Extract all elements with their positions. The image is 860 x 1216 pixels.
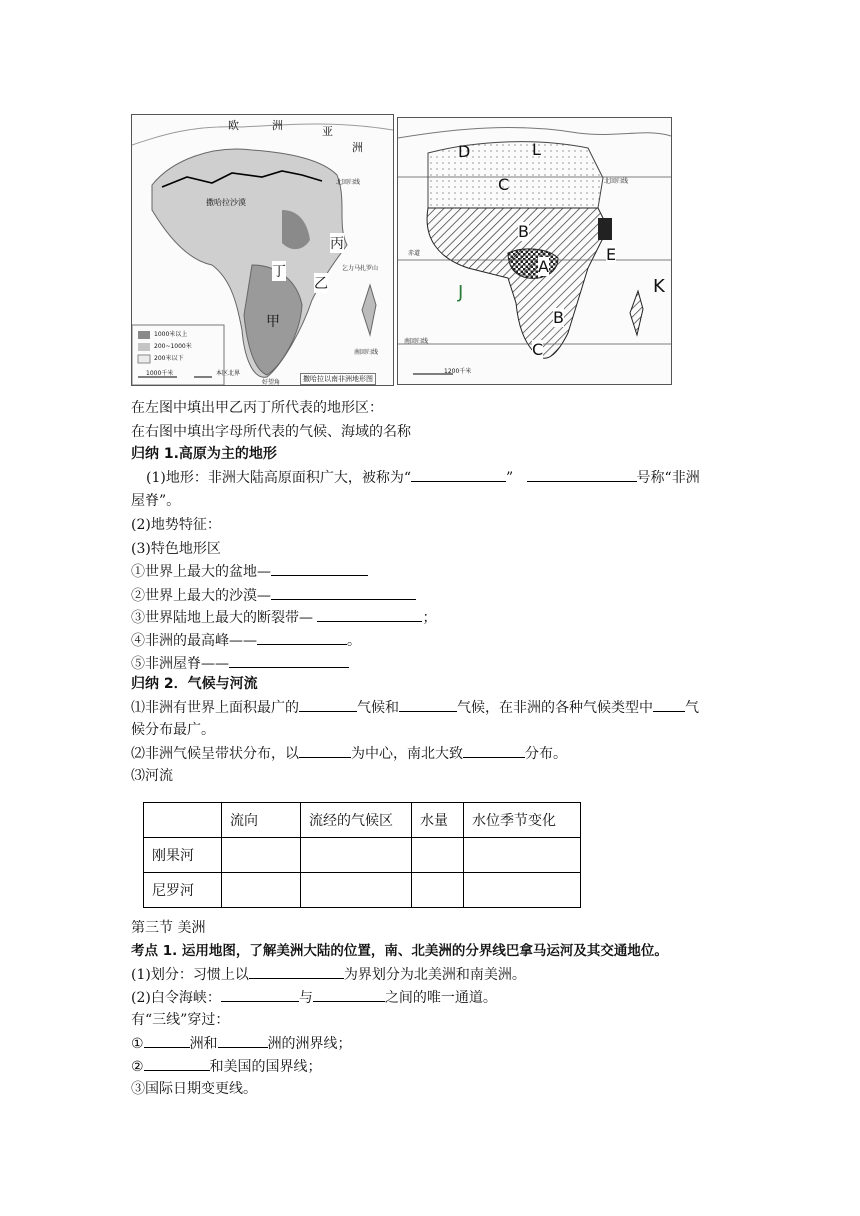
sahara-label: 撒哈拉沙漠 xyxy=(206,198,246,207)
climate-q1-cont: 候分布最广。 xyxy=(131,722,215,738)
item-peak-end: 。 xyxy=(347,633,361,649)
blank-bering-2[interactable] xyxy=(313,987,385,1002)
climate-q1-c: 气候，在非洲的各种气候类型中 xyxy=(457,700,653,716)
division-text-b: 为界划分为北美洲和南美洲。 xyxy=(343,967,526,983)
label-B2: B xyxy=(553,308,564,327)
climate-q1 xyxy=(131,697,699,718)
blank-distribution[interactable] xyxy=(463,743,525,758)
three-lines-2 xyxy=(131,1056,322,1077)
bering-text-c: 之间的唯一通道。 xyxy=(384,990,497,1006)
climate-q1-a: ⑴非洲有世界上面积最广的 xyxy=(131,700,299,716)
item-rift-text: ③世界陆地上最大的断裂带— xyxy=(131,610,318,626)
blank-climate-3[interactable] xyxy=(653,697,685,712)
blank-rift[interactable] xyxy=(317,607,422,622)
tropic-s-label-r: 南回归线 xyxy=(404,338,429,345)
three-lines-1-a: ① xyxy=(131,1036,144,1052)
division-line xyxy=(131,964,526,985)
label-C1: C xyxy=(498,175,510,194)
table-cell[interactable] xyxy=(301,873,412,908)
blank-boundary[interactable] xyxy=(249,964,344,979)
item-roof-text: ⑤非洲屋脊—— xyxy=(131,656,229,672)
tropic-n-label: 北回归线 xyxy=(336,179,361,186)
climate-q1-b: 气候和 xyxy=(357,700,399,716)
cape-label: 好望角 xyxy=(262,379,281,386)
border-legend-label: 本区北界 xyxy=(216,370,241,377)
legend-2-label: 200~1000米 xyxy=(154,343,192,350)
table-cell[interactable] xyxy=(222,873,301,908)
blank-basin[interactable] xyxy=(271,561,368,576)
africa-climate-map xyxy=(397,117,672,385)
legend-1-label: 1000米以上 xyxy=(154,331,188,338)
table-row xyxy=(144,838,581,873)
scale-label: 1000千米 xyxy=(146,370,174,377)
bing-label: 丙 xyxy=(330,233,344,253)
bering-line xyxy=(131,987,497,1008)
scale-label-r: 1200千米 xyxy=(444,368,472,375)
blank-country[interactable] xyxy=(144,1056,210,1071)
instruction-2: 在右图中填出字母所代表的气候、海域的名称 xyxy=(131,424,411,440)
tropic-s-label: 南回归线 xyxy=(354,349,379,356)
ding-label: 丁 xyxy=(272,261,286,281)
item-desert xyxy=(131,585,416,606)
blank-bering-1[interactable] xyxy=(221,987,299,1002)
item-basin-text: ①世界上最大的盆地— xyxy=(131,564,271,580)
three-lines-2-a: ② xyxy=(131,1059,144,1075)
blank-roof-2[interactable] xyxy=(229,653,349,668)
label-C2: C xyxy=(532,340,544,359)
peak-label: 乞力马扎罗山 xyxy=(342,265,379,272)
three-lines-3: ③国际日期变更线。 xyxy=(131,1081,257,1097)
label-L: L xyxy=(532,140,541,159)
special-landforms: (3)特色地形区 xyxy=(131,541,221,557)
table-row xyxy=(144,873,581,908)
item-basin xyxy=(131,561,368,582)
item-rift-end: ； xyxy=(422,610,437,626)
label-E: E xyxy=(606,245,617,264)
item-peak xyxy=(131,630,361,651)
header-cell: 流经的气候区 xyxy=(301,803,412,838)
climate-q1-d: 气 xyxy=(685,700,699,716)
table-cell[interactable] xyxy=(222,838,301,873)
blank-nickname[interactable] xyxy=(411,467,506,482)
label-K: K xyxy=(653,276,665,297)
three-lines-1-c: 洲的洲界线； xyxy=(267,1036,352,1052)
label-D: D xyxy=(458,142,471,161)
table-cell[interactable] xyxy=(412,873,464,908)
rivers-table xyxy=(143,802,581,908)
blank-center[interactable] xyxy=(299,743,351,758)
climate-q2 xyxy=(131,743,567,764)
header-cell: 流向 xyxy=(222,803,301,838)
header-cell: 水位季节变化 xyxy=(464,803,581,838)
three-lines-2-b: 和美国的国界线； xyxy=(209,1059,322,1075)
blank-peak[interactable] xyxy=(257,630,347,645)
legend-3-label: 200米以下 xyxy=(154,355,184,362)
tropic-n-label-r: 北回归线 xyxy=(604,178,629,185)
item-peak-text: ④非洲的最高峰—— xyxy=(131,633,257,649)
bering-text-b: 与 xyxy=(298,990,313,1006)
division-text-a: (1)划分：习惯上以 xyxy=(131,967,249,983)
item-rift xyxy=(131,607,436,628)
label-A: A xyxy=(538,257,549,276)
river-name-cell: 尼罗河 xyxy=(144,873,222,908)
asia-char-label: 洲 xyxy=(352,141,363,154)
header-cell xyxy=(144,803,222,838)
equator-label: 赤道 xyxy=(408,250,421,257)
terrain-text-a: (1)地形：非洲大陆高原面积广大，被称为“ xyxy=(146,470,411,486)
blank-desert[interactable] xyxy=(271,585,416,600)
three-lines-1-b: 洲和 xyxy=(189,1036,218,1052)
blank-climate-2[interactable] xyxy=(399,697,457,712)
terrain-line xyxy=(146,467,700,488)
river-name-cell: 刚果河 xyxy=(144,838,222,873)
bering-text-a: (2)白令海峡： xyxy=(131,990,221,1006)
rivers-label: ⑶河流 xyxy=(131,768,173,784)
table-cell[interactable] xyxy=(301,838,412,873)
blank-roof[interactable] xyxy=(527,467,637,482)
climate-q2-b: 为中心，南北大致 xyxy=(351,746,463,762)
climate-q2-c: 分布。 xyxy=(525,746,567,762)
jia-label: 甲 xyxy=(266,314,280,330)
africa-terrain-map xyxy=(131,114,394,386)
header-cell: 水量 xyxy=(412,803,464,838)
heading-1: 归纳 1.高原为主的地形 xyxy=(131,446,277,462)
table-cell[interactable] xyxy=(464,873,581,908)
terrain-line-2: 屋脊”。 xyxy=(131,493,181,509)
key-point-1: 考点 1. 运用地图，了解美洲大陆的位置，南、北美洲的分界线巴拿马运河及其交通地位。 xyxy=(131,943,668,959)
map-caption: 撒哈拉以南非洲地形图 xyxy=(300,373,376,385)
europe-label: 欧 xyxy=(228,119,239,132)
item-roof xyxy=(131,653,349,674)
table-cell[interactable] xyxy=(464,838,581,873)
heading-2: 归纳 2．气候与河流 xyxy=(131,676,258,692)
instruction-1: 在左图中填出甲乙丙丁所代表的地形区： xyxy=(131,400,383,416)
blank-continent-2[interactable] xyxy=(218,1033,268,1048)
table-header-row xyxy=(144,803,581,838)
section-title: 第三节 美洲 xyxy=(131,920,206,936)
asia-label: 亚 xyxy=(322,125,333,138)
blank-climate-1[interactable] xyxy=(299,697,357,712)
terrain-text-b: ” xyxy=(506,470,514,486)
yi-label: 乙 xyxy=(314,273,328,293)
continent-char-label: 洲 xyxy=(272,119,283,132)
label-B1: B xyxy=(518,222,529,241)
three-lines-label: 有“三线”穿过： xyxy=(131,1012,230,1028)
three-lines-1 xyxy=(131,1033,352,1054)
item-desert-text: ②世界上最大的沙漠— xyxy=(131,588,271,604)
terrain-text-c: 号称“非洲 xyxy=(636,470,700,486)
label-J: J xyxy=(458,282,464,303)
terrain-features: (2)地势特征： xyxy=(131,517,221,533)
blank-continent-1[interactable] xyxy=(144,1033,190,1048)
table-cell[interactable] xyxy=(412,838,464,873)
climate-q2-a: ⑵非洲气候呈带状分布，以 xyxy=(131,746,299,762)
